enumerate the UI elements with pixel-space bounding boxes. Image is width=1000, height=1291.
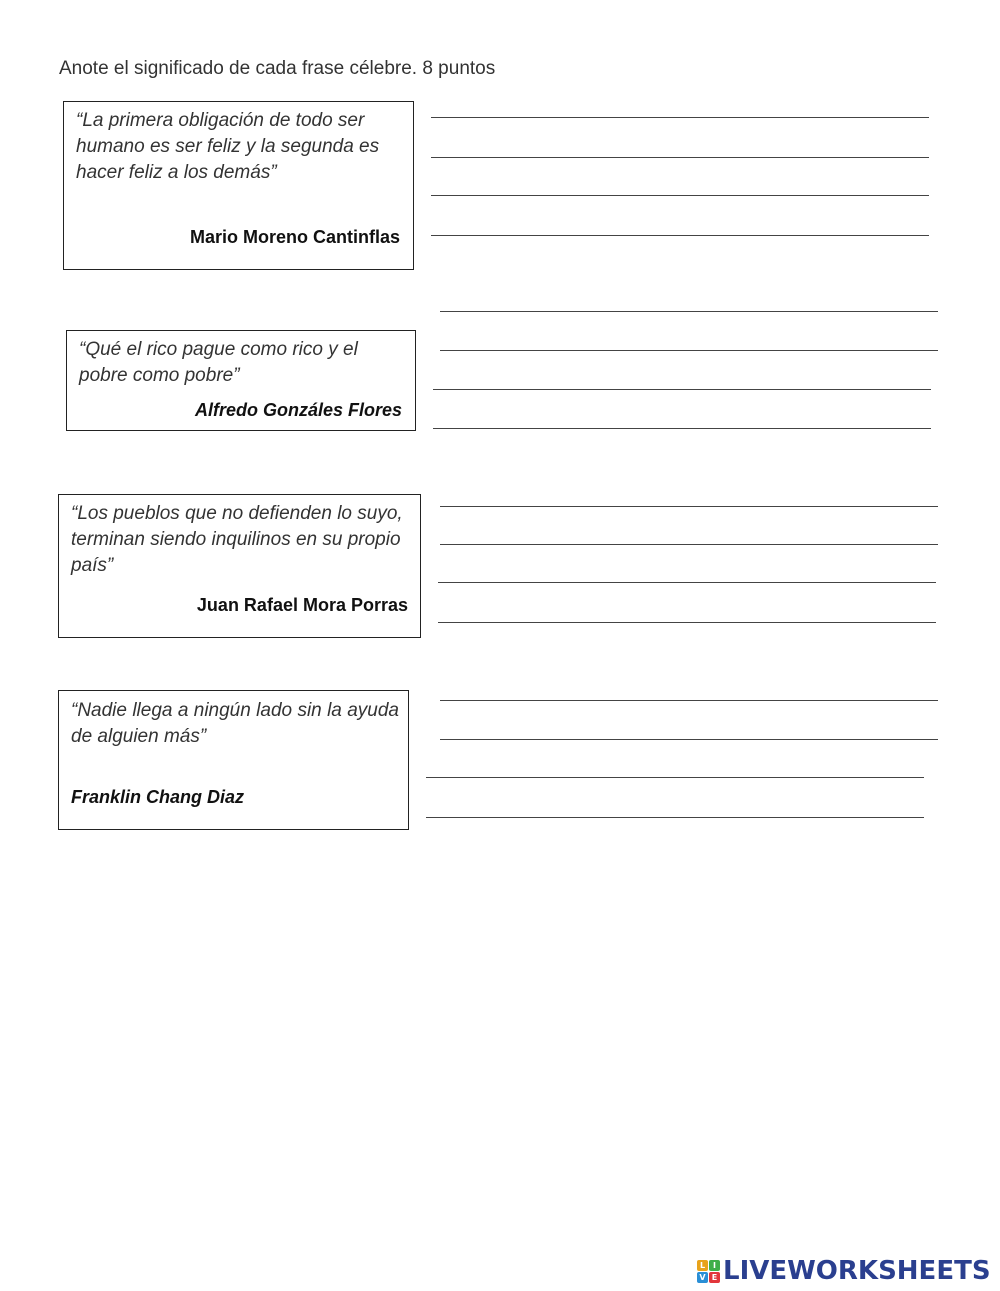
answer-input-7[interactable] <box>433 367 931 389</box>
logo-block: L <box>697 1260 708 1271</box>
quote-text-2: “Qué el rico pague como rico y el pobre como pobre” <box>79 339 358 386</box>
answer-line <box>440 739 938 740</box>
quote-author-1: Mario Moreno Cantinflas <box>189 227 400 247</box>
quote-text-3: “Los pueblos que no defienden lo suyo, terminan siendo inquilinos en su propio país” <box>71 503 403 576</box>
answer-input-9[interactable] <box>440 484 938 506</box>
answer-input-10[interactable] <box>440 522 938 544</box>
answer-input-16[interactable] <box>426 795 924 817</box>
answer-line <box>426 817 924 818</box>
quote-author-3: Juan Rafael Mora Porras <box>196 595 408 615</box>
instruction-text: Anote el significado de cada frase célebre. 8 puntos <box>59 58 496 79</box>
quote-text-4: “Nadie llega a ningún lado sin la ayuda de alguien más” <box>71 700 399 747</box>
logo-block: I <box>709 1260 720 1271</box>
answer-line <box>431 157 929 158</box>
answer-line <box>431 117 929 118</box>
quote-author-2: Alfredo Gonzáles Flores <box>194 400 402 420</box>
logo-block: V <box>697 1272 708 1283</box>
answer-line <box>433 389 931 390</box>
answer-line <box>426 777 924 778</box>
answer-line <box>433 428 931 429</box>
answer-line <box>438 622 936 623</box>
answer-line <box>440 311 938 312</box>
quote-box-1 <box>63 101 414 270</box>
answer-input-8[interactable] <box>433 406 931 428</box>
answer-line <box>440 350 938 351</box>
answer-input-1[interactable] <box>431 95 929 117</box>
answer-line <box>431 195 929 196</box>
answer-input-2[interactable] <box>431 135 929 157</box>
logo-blocks-icon <box>697 1260 720 1283</box>
answer-input-11[interactable] <box>438 560 936 582</box>
logo-text: LIVEWORKSHEETS <box>723 1256 991 1286</box>
answer-line <box>431 235 929 236</box>
quote-text-1: “La primera obligación de todo ser humano es ser feliz y la segunda es hacer feliz a los demás” <box>76 110 380 183</box>
logo-block: E <box>709 1272 720 1283</box>
answer-line <box>440 544 938 545</box>
answer-line <box>438 582 936 583</box>
quote-box-2 <box>66 330 416 431</box>
answer-input-3[interactable] <box>431 173 929 195</box>
answer-input-12[interactable] <box>438 600 936 622</box>
answer-line <box>440 700 938 701</box>
liveworksheets-logo <box>697 1254 991 1288</box>
answer-input-5[interactable] <box>440 289 938 311</box>
answer-input-14[interactable] <box>440 717 938 739</box>
answer-input-15[interactable] <box>426 755 924 777</box>
answer-input-6[interactable] <box>440 328 938 350</box>
quote-box-3 <box>58 494 421 638</box>
answer-input-13[interactable] <box>440 678 938 700</box>
quote-author-4: Franklin Chang Diaz <box>71 787 245 807</box>
answer-line <box>440 506 938 507</box>
answer-input-4[interactable] <box>431 213 929 235</box>
quote-box-4 <box>58 690 409 830</box>
